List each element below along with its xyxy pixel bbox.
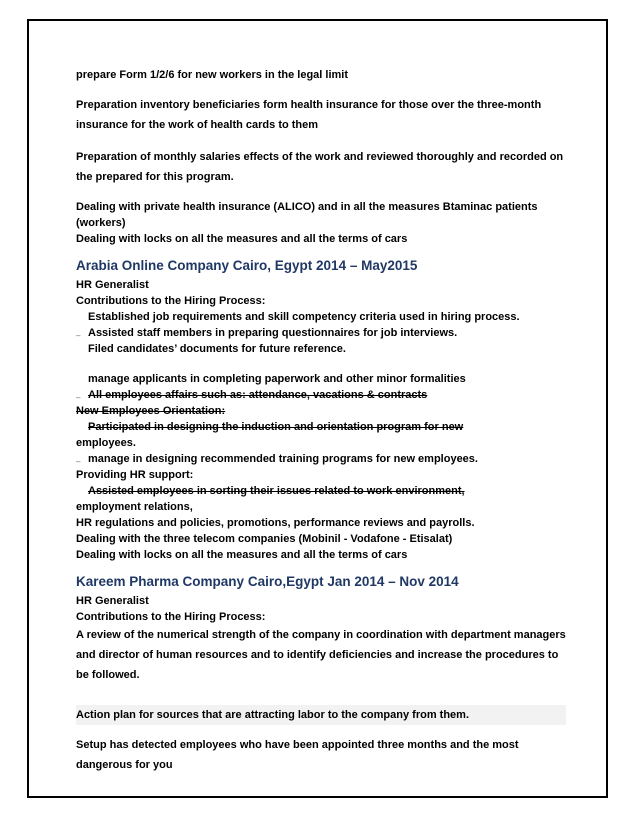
duty-health-insurance: Dealing with private health insurance (ALICO) and in all the measures Btaminac patients (workers) — [76, 201, 538, 229]
arabia-item: Assisted employees in sorting their issues related to work environment, — [88, 485, 465, 497]
arabia-item: Filed candidates’ documents for future reference. — [88, 343, 346, 355]
kareem-setup: Setup has detected employees who have been appointed three months and the most dangerous for you — [76, 739, 519, 771]
kareem-heading: Kareem Pharma Company Cairo,Egypt Jan 2014 – Nov 2014 — [76, 574, 459, 589]
arabia-item: – manage in designing recommended training programs for new employees. — [76, 451, 566, 467]
duty-locks: Dealing with locks on all the measures and all the terms of cars — [76, 233, 408, 245]
arabia-item: Dealing with the three telecom companies (Mobinil - Vodafone - Etisalat) — [76, 533, 453, 545]
arabia-item: HR regulations and policies, promotions, performance reviews and payrolls. — [76, 517, 475, 529]
arabia-role: HR Generalist — [76, 279, 149, 291]
duty-form: prepare Form 1/2/6 for new workers in the legal limit — [76, 69, 349, 81]
duty-insurance-inventory: Preparation inventory beneficiaries form health insurance for those over the three-month insurance for the work of health cards to them — [76, 99, 542, 131]
arabia-contrib-label: Contributions to the Hiring Process: — [76, 295, 266, 307]
arabia-item: Dealing with locks on all the measures and all the terms of cars — [76, 549, 408, 561]
arabia-item: – All employees affairs such as: attendance, vacations & contracts — [76, 387, 566, 403]
arabia-item: Established job requirements and skill competency criteria used in hiring process. — [88, 311, 520, 323]
arabia-item-cont: employment relations, — [76, 501, 193, 513]
kareem-role: HR Generalist — [76, 595, 149, 607]
arabia-orientation-label: New Employees Orientation: — [76, 405, 226, 417]
arabia-item: – Assisted staff members in preparing questionnaires for job interviews. — [76, 325, 566, 341]
arabia-item: Participated in designing the induction and orientation program for new — [88, 421, 464, 433]
resume-content — [76, 67, 566, 775]
duty-monthly-salaries: Preparation of monthly salaries effects of the work and reviewed thoroughly and recorded on the prepared for this program. — [76, 151, 564, 183]
arabia-item: manage applicants in completing paperwork and other minor formalities — [88, 373, 466, 385]
kareem-action-plan: Action plan for sources that are attracting labor to the company from them. — [76, 705, 566, 725]
spacer — [76, 357, 566, 371]
arabia-support-label: Providing HR support: — [76, 469, 194, 481]
kareem-contrib-label: Contributions to the Hiring Process: — [76, 611, 266, 623]
arabia-item-cont: employees. — [76, 437, 136, 449]
spacer — [76, 685, 566, 705]
kareem-review: A review of the numerical strength of the company in coordination with department managers and director of human resources and to identify deficiencies and increase the procedures to be followed. — [76, 629, 566, 681]
arabia-heading: Arabia Online Company Cairo, Egypt 2014 – May2015 — [76, 258, 418, 273]
